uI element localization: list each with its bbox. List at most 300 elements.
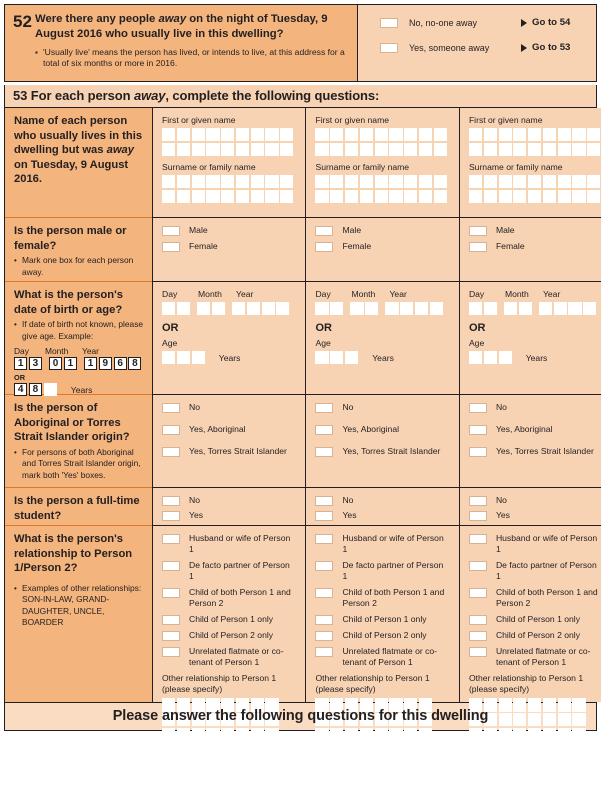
option-yes[interactable] — [469, 510, 601, 521]
option-male[interactable] — [162, 225, 296, 236]
char-box[interactable] — [330, 128, 343, 141]
surname-row — [315, 175, 449, 188]
char-box[interactable] — [587, 143, 600, 156]
option-female[interactable] — [315, 241, 449, 252]
checkbox-student-yes[interactable] — [315, 511, 333, 521]
char-box[interactable] — [375, 143, 388, 156]
char-box[interactable] — [251, 175, 264, 188]
age-box[interactable] — [469, 351, 482, 364]
char-box[interactable] — [162, 190, 175, 203]
option-de-facto[interactable] — [315, 560, 449, 582]
char-box[interactable] — [206, 175, 219, 188]
month-box[interactable] — [197, 302, 210, 315]
char-box[interactable] — [192, 128, 205, 141]
char-box[interactable] — [513, 143, 526, 156]
checkbox-female[interactable] — [469, 242, 487, 252]
char-box[interactable] — [528, 143, 541, 156]
char-box[interactable] — [192, 175, 205, 188]
char-box[interactable] — [221, 143, 234, 156]
option-yes-aboriginal[interactable] — [162, 424, 296, 435]
month-box[interactable] — [519, 302, 532, 315]
char-box[interactable] — [587, 128, 600, 141]
char-box[interactable] — [251, 190, 264, 203]
char-box[interactable] — [389, 128, 402, 141]
char-box[interactable] — [572, 713, 585, 726]
char-box[interactable] — [375, 128, 388, 141]
surname-row — [162, 175, 296, 188]
question-student — [5, 488, 152, 526]
checkbox-husband-wife[interactable] — [469, 534, 487, 544]
checkbox-student-yes[interactable] — [469, 511, 487, 521]
question-52-option-row[interactable] — [380, 17, 596, 28]
char-box[interactable] — [236, 143, 249, 156]
option-yes-torres-strait[interactable] — [162, 446, 296, 457]
checkbox-q52-no[interactable] — [380, 18, 398, 28]
checkbox-unrelated-flatmate[interactable] — [162, 647, 180, 657]
year-box[interactable] — [430, 302, 443, 315]
age-box[interactable] — [315, 351, 328, 364]
char-box[interactable] — [375, 190, 388, 203]
char-box[interactable] — [543, 713, 556, 726]
checkbox-female[interactable] — [315, 242, 333, 252]
char-box[interactable] — [162, 143, 175, 156]
checkbox-no[interactable] — [162, 403, 180, 413]
char-box[interactable] — [330, 728, 343, 741]
char-box[interactable] — [469, 175, 482, 188]
char-box[interactable] — [469, 128, 482, 141]
char-box[interactable] — [177, 128, 190, 141]
checkbox-yes-torres-strait[interactable] — [162, 447, 180, 457]
year-box[interactable] — [232, 302, 245, 315]
char-box[interactable] — [469, 728, 482, 741]
checkbox-male[interactable] — [315, 226, 333, 236]
char-box[interactable] — [419, 143, 432, 156]
char-box[interactable] — [528, 190, 541, 203]
age-box[interactable] — [162, 351, 175, 364]
checkbox-male[interactable] — [469, 226, 487, 236]
char-box[interactable] — [236, 128, 249, 141]
char-box[interactable] — [499, 728, 512, 741]
char-box[interactable] — [558, 713, 571, 726]
option-no[interactable] — [315, 495, 449, 506]
char-box[interactable] — [162, 128, 175, 141]
example-age-digit-empty — [44, 383, 57, 396]
month-label: Month — [351, 289, 376, 299]
option-child-p2[interactable] — [469, 630, 601, 641]
question-52-goto — [521, 42, 570, 53]
day-box[interactable] — [484, 302, 497, 315]
first-name-label: First or given name — [315, 115, 390, 125]
char-box[interactable] — [469, 190, 482, 203]
checkbox-de-facto[interactable] — [315, 561, 333, 571]
char-box[interactable] — [360, 728, 373, 741]
checkbox-child-person-2[interactable] — [162, 631, 180, 641]
question-52-note — [35, 47, 349, 70]
option-male[interactable] — [315, 225, 449, 236]
question-52-title-emphasis: away — [158, 13, 187, 25]
option-yes[interactable] — [315, 510, 449, 521]
option-label: Unrelated flatmate or co-tenant of Person 1 — [342, 646, 438, 667]
char-box[interactable] — [434, 190, 447, 203]
char-box[interactable] — [177, 190, 190, 203]
char-box[interactable] — [499, 175, 512, 188]
question-name-title-a: Name of each person who usually lives in this dwelling but was — [14, 115, 143, 157]
option-male[interactable] — [469, 225, 601, 236]
checkbox-male[interactable] — [162, 226, 180, 236]
option-husband-wife[interactable] — [162, 533, 296, 555]
checkbox-child-both[interactable] — [469, 588, 487, 598]
char-box[interactable] — [330, 190, 343, 203]
option-female[interactable] — [162, 241, 296, 252]
char-box[interactable] — [236, 190, 249, 203]
checkbox-student-no[interactable] — [162, 496, 180, 506]
checkbox-child-person-2[interactable] — [469, 631, 487, 641]
char-box[interactable] — [434, 143, 447, 156]
checkbox-child-both[interactable] — [162, 588, 180, 598]
char-box[interactable] — [558, 175, 571, 188]
char-box[interactable] — [543, 175, 556, 188]
other-relationship-row — [469, 698, 601, 711]
char-box[interactable] — [315, 190, 328, 203]
example-day-label: Day — [14, 345, 29, 356]
char-box[interactable] — [206, 128, 219, 141]
char-box[interactable] — [499, 713, 512, 726]
checkbox-student-no[interactable] — [315, 496, 333, 506]
char-box[interactable] — [265, 175, 278, 188]
question-52-option-row[interactable] — [380, 42, 596, 53]
char-box[interactable] — [280, 190, 293, 203]
answer-name-person-2 — [306, 108, 458, 218]
char-box[interactable] — [513, 713, 526, 726]
char-box[interactable] — [360, 128, 373, 141]
question-sex — [5, 218, 152, 282]
option-child-p1[interactable] — [469, 614, 601, 625]
year-box[interactable] — [385, 302, 398, 315]
answer-relationship-person-2 — [306, 526, 458, 702]
example-month-label: Month — [45, 345, 69, 356]
option-child-p1[interactable] — [315, 614, 449, 625]
option-child-both[interactable] — [162, 587, 296, 609]
char-box[interactable] — [251, 143, 264, 156]
answer-sex-person-1 — [153, 218, 305, 282]
char-box[interactable] — [499, 698, 512, 711]
checkbox-husband-wife[interactable] — [162, 534, 180, 544]
year-box[interactable] — [415, 302, 428, 315]
char-box[interactable] — [419, 128, 432, 141]
char-box[interactable] — [404, 728, 417, 741]
char-box[interactable] — [404, 175, 417, 188]
char-box[interactable] — [484, 175, 497, 188]
age-box[interactable] — [192, 351, 205, 364]
option-child-both[interactable] — [315, 587, 449, 609]
char-box[interactable] — [572, 698, 585, 711]
checkbox-unrelated-flatmate[interactable] — [315, 647, 333, 657]
char-box[interactable] — [558, 143, 571, 156]
char-box[interactable] — [315, 128, 328, 141]
day-box[interactable] — [315, 302, 328, 315]
char-box[interactable] — [206, 728, 219, 741]
month-label: Month — [504, 289, 529, 299]
char-box[interactable] — [280, 128, 293, 141]
dob-boxes — [469, 302, 601, 315]
month-box[interactable] — [350, 302, 363, 315]
char-box[interactable] — [236, 728, 249, 741]
char-box[interactable] — [360, 190, 373, 203]
char-box[interactable] — [499, 128, 512, 141]
char-box[interactable] — [330, 143, 343, 156]
day-label: Day — [315, 289, 331, 299]
checkbox-de-facto[interactable] — [469, 561, 487, 571]
option-no[interactable] — [162, 495, 296, 506]
char-box[interactable] — [192, 143, 205, 156]
char-box[interactable] — [280, 175, 293, 188]
checkbox-female[interactable] — [162, 242, 180, 252]
char-box[interactable] — [375, 175, 388, 188]
year-box[interactable] — [568, 302, 581, 315]
char-box[interactable] — [375, 728, 388, 741]
age-box[interactable] — [177, 351, 190, 364]
char-box[interactable] — [345, 128, 358, 141]
option-label: Husband or wife of Person 1 — [495, 533, 598, 554]
year-box[interactable] — [400, 302, 413, 315]
char-box[interactable] — [315, 143, 328, 156]
char-box[interactable] — [513, 128, 526, 141]
char-box[interactable] — [389, 143, 402, 156]
age-box[interactable] — [499, 351, 512, 364]
char-box[interactable] — [221, 175, 234, 188]
option-label: Male — [342, 225, 362, 235]
checkbox-q52-yes[interactable] — [380, 43, 398, 53]
char-box[interactable] — [221, 728, 234, 741]
other-relationship-row — [162, 728, 296, 741]
char-box[interactable] — [513, 175, 526, 188]
char-box[interactable] — [572, 128, 585, 141]
char-box[interactable] — [345, 190, 358, 203]
first-name-label: First or given name — [468, 115, 543, 125]
option-de-facto[interactable] — [469, 560, 601, 582]
char-box[interactable] — [345, 143, 358, 156]
char-box[interactable] — [543, 143, 556, 156]
option-yes-aboriginal[interactable] — [315, 424, 449, 435]
char-box[interactable] — [484, 143, 497, 156]
char-box[interactable] — [315, 175, 328, 188]
char-box[interactable] — [513, 190, 526, 203]
checkbox-no[interactable] — [315, 403, 333, 413]
char-box[interactable] — [389, 190, 402, 203]
option-label: No — [189, 495, 200, 505]
age-box[interactable] — [345, 351, 358, 364]
char-box[interactable] — [345, 728, 358, 741]
char-box[interactable] — [543, 698, 556, 711]
day-box[interactable] — [469, 302, 482, 315]
option-label: No — [342, 495, 354, 505]
option-husband-wife[interactable] — [315, 533, 449, 555]
char-box[interactable] — [177, 175, 190, 188]
char-box[interactable] — [543, 728, 556, 741]
option-unrelated[interactable] — [162, 646, 296, 668]
char-box[interactable] — [251, 728, 264, 741]
option-unrelated[interactable] — [469, 646, 601, 668]
checkbox-yes-torres-strait[interactable] — [315, 447, 333, 457]
char-box[interactable] — [528, 728, 541, 741]
char-box[interactable] — [513, 728, 526, 741]
char-box[interactable] — [177, 143, 190, 156]
checkbox-child-person-1[interactable] — [469, 615, 487, 625]
char-box[interactable] — [315, 728, 328, 741]
checkbox-child-person-1[interactable] — [315, 615, 333, 625]
char-box[interactable] — [206, 143, 219, 156]
checkbox-no[interactable] — [469, 403, 487, 413]
char-box[interactable] — [572, 143, 585, 156]
option-no[interactable] — [162, 402, 296, 413]
option-de-facto[interactable] — [162, 560, 296, 582]
surname-row — [162, 190, 296, 203]
char-box[interactable] — [528, 713, 541, 726]
option-no[interactable] — [469, 402, 601, 413]
char-box[interactable] — [280, 143, 293, 156]
month-box[interactable] — [365, 302, 378, 315]
option-label: Husband or wife of Person 1 — [342, 533, 444, 554]
answer-indigenous-person-3 — [460, 395, 601, 488]
char-box[interactable] — [419, 190, 432, 203]
age-box[interactable] — [330, 351, 343, 364]
char-box[interactable] — [265, 128, 278, 141]
option-female[interactable] — [469, 241, 601, 252]
age-box[interactable] — [484, 351, 497, 364]
char-box[interactable] — [419, 175, 432, 188]
year-box[interactable] — [554, 302, 567, 315]
answer-dob-person-1 — [153, 282, 305, 395]
checkbox-yes-torres-strait[interactable] — [469, 447, 487, 457]
day-box[interactable] — [330, 302, 343, 315]
option-no[interactable] — [315, 402, 449, 413]
checkbox-yes-aboriginal[interactable] — [469, 425, 487, 435]
char-box[interactable] — [192, 728, 205, 741]
char-box[interactable] — [265, 190, 278, 203]
checkbox-husband-wife[interactable] — [315, 534, 333, 544]
char-box[interactable] — [265, 143, 278, 156]
checkbox-yes-aboriginal[interactable] — [162, 425, 180, 435]
char-box[interactable] — [543, 190, 556, 203]
year-group — [539, 302, 597, 315]
char-box[interactable] — [360, 143, 373, 156]
char-box[interactable] — [484, 728, 497, 741]
option-unrelated[interactable] — [315, 646, 449, 668]
char-box[interactable] — [572, 728, 585, 741]
checkbox-child-both[interactable] — [315, 588, 333, 598]
checkbox-yes-aboriginal[interactable] — [315, 425, 333, 435]
char-box[interactable] — [389, 728, 402, 741]
year-box[interactable] — [247, 302, 260, 315]
char-box[interactable] — [434, 128, 447, 141]
year-box[interactable] — [539, 302, 552, 315]
char-box[interactable] — [513, 698, 526, 711]
char-box[interactable] — [192, 190, 205, 203]
year-box[interactable] — [583, 302, 596, 315]
first-name-row — [469, 128, 601, 141]
option-yes-torres-strait[interactable] — [315, 446, 449, 457]
year-label: Year — [542, 289, 561, 299]
char-box[interactable] — [251, 128, 264, 141]
answer-column-person-2 — [306, 108, 459, 702]
char-box[interactable] — [528, 128, 541, 141]
char-box[interactable] — [389, 175, 402, 188]
month-box[interactable] — [212, 302, 225, 315]
option-child-p2[interactable] — [315, 630, 449, 641]
option-child-both[interactable] — [469, 587, 601, 609]
char-box[interactable] — [360, 175, 373, 188]
year-box[interactable] — [262, 302, 275, 315]
char-box[interactable] — [484, 190, 497, 203]
char-box[interactable] — [404, 190, 417, 203]
char-box[interactable] — [558, 128, 571, 141]
char-box[interactable] — [587, 175, 600, 188]
option-child-p2[interactable] — [162, 630, 296, 641]
option-no[interactable] — [469, 495, 601, 506]
checkbox-child-person-2[interactable] — [315, 631, 333, 641]
char-box[interactable] — [434, 175, 447, 188]
checkbox-student-yes[interactable] — [162, 511, 180, 521]
char-box[interactable] — [484, 128, 497, 141]
char-box[interactable] — [162, 175, 175, 188]
char-box[interactable] — [221, 190, 234, 203]
option-child-p1[interactable] — [162, 614, 296, 625]
char-box[interactable] — [528, 698, 541, 711]
char-box[interactable] — [236, 175, 249, 188]
checkbox-student-no[interactable] — [469, 496, 487, 506]
option-husband-wife[interactable] — [469, 533, 601, 555]
char-box[interactable] — [558, 698, 571, 711]
char-box[interactable] — [528, 175, 541, 188]
char-box[interactable] — [162, 728, 175, 741]
char-box[interactable] — [558, 190, 571, 203]
char-box[interactable] — [587, 190, 600, 203]
char-box[interactable] — [206, 190, 219, 203]
day-box[interactable] — [162, 302, 175, 315]
char-box[interactable] — [221, 128, 234, 141]
arrow-right-icon — [521, 19, 527, 27]
char-box[interactable] — [404, 128, 417, 141]
char-box[interactable] — [419, 728, 432, 741]
char-box[interactable] — [499, 190, 512, 203]
char-box[interactable] — [345, 175, 358, 188]
checkbox-de-facto[interactable] — [162, 561, 180, 571]
char-box[interactable] — [469, 143, 482, 156]
char-box[interactable] — [177, 728, 190, 741]
question-52-option-label: Yes, someone away — [409, 42, 490, 53]
checkbox-child-person-1[interactable] — [162, 615, 180, 625]
char-box[interactable] — [543, 128, 556, 141]
char-box[interactable] — [499, 143, 512, 156]
option-label: Unrelated flatmate or co-tenant of Person 1 — [189, 646, 284, 667]
char-box[interactable] — [572, 190, 585, 203]
month-box[interactable] — [504, 302, 517, 315]
char-box[interactable] — [572, 175, 585, 188]
char-box[interactable] — [265, 728, 278, 741]
month-label: Month — [198, 289, 222, 299]
option-yes[interactable] — [162, 510, 296, 521]
question-dob-note-text: If date of birth not known, please give age. Example: — [22, 319, 144, 341]
char-box[interactable] — [330, 175, 343, 188]
day-box[interactable] — [177, 302, 190, 315]
checkbox-unrelated-flatmate[interactable] — [469, 647, 487, 657]
year-box[interactable] — [276, 302, 289, 315]
option-yes-aboriginal[interactable] — [469, 424, 601, 435]
char-box[interactable] — [558, 728, 571, 741]
day-group — [469, 302, 497, 315]
char-box[interactable] — [404, 143, 417, 156]
option-yes-torres-strait[interactable] — [469, 446, 601, 457]
